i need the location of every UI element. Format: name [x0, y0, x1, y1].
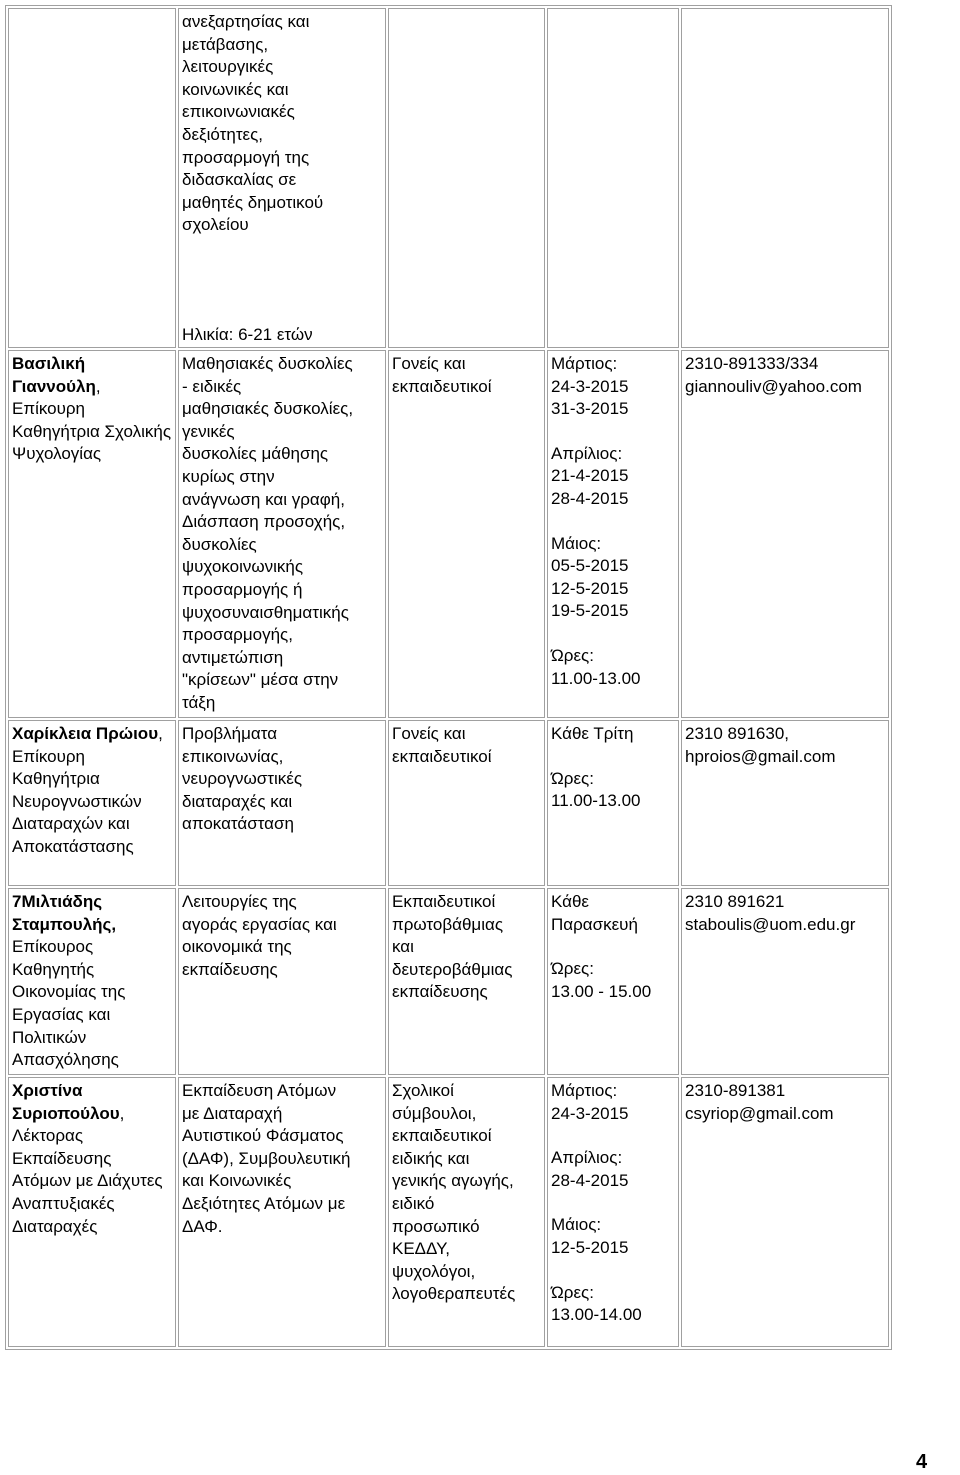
instructor-cell: 7Μιλτιάδης Σταμπουλής, Επίκουρος Καθηγητής Οικονομίας της Εργασίας και Πολιτικών Απασχόλησης [8, 888, 176, 1075]
table-row [8, 1077, 889, 1347]
schedule-cell [547, 350, 679, 718]
schedule-label: Ώρες: [551, 959, 594, 979]
contact-cell: 2310-891333/334 giannouliv@yahoo.com [681, 350, 889, 718]
schedule-dates: 05-5-2015 12-5-2015 19-5-2015 [551, 556, 629, 621]
contact-cell: 2310 891621 staboulis@uom.edu.gr [681, 888, 889, 1075]
schedule-label: Ώρες: [551, 1282, 594, 1302]
schedule-cell [547, 888, 679, 1075]
schedule-label: Απρίλιος: [551, 443, 623, 463]
seminar-schedule-table [5, 5, 892, 1350]
schedule-label: Μάιος: [551, 1215, 602, 1235]
schedule-dates: 13.00 - 15.00 [551, 981, 652, 1001]
contact-cell: 2310 891630, hproios@gmail.com [681, 720, 889, 886]
instructor-title: Επίκουρη Καθηγήτρια Σχολικής Ψυχολογίας [12, 399, 172, 464]
instructor-name: Χαρίκλεια Πρώιου [12, 724, 159, 743]
schedule-label: Απρίλιος: [551, 1148, 623, 1168]
schedule-cell [547, 1077, 679, 1347]
schedule-label: Μάρτιος: [551, 354, 618, 373]
audience-cell: Γονείς και εκπαιδευτικοί [388, 350, 545, 718]
instructor-cell: Βασιλική Γιαννούλη, Επίκουρη Καθηγήτρια Σχολικής Ψυχολογίας [8, 350, 176, 718]
schedule-dates: 11.00-13.00 [551, 791, 641, 811]
schedule-dates: 24-3-2015 [551, 1103, 629, 1123]
topic-cell: Μαθησιακές δυσκολίες - ειδικές μαθησιακές δυσκολίες, γενικές δυσκολίες μάθησης κυρίως στην ανάγνωση και γραφή, Διάσπαση προσοχής, δυσκολίες ψυχοκοινωνικής προσαρμογής ή ψυχοσυναισθηματικής προσαρμογής, αντιμετώπιση "κρίσεων" μέσα στην τάξη [178, 350, 386, 718]
schedule-label: Ώρες: [551, 768, 594, 788]
age-range: Ηλικία: 6-21 ετών [182, 325, 313, 345]
topic-description: ανεξαρτησίας και μετάβασης, λειτουργικές κοινωνικές και επικοινωνιακές δεξιότητες, προσαρμογή της διδασκαλίας σε μαθητές δημοτικού σχολείου [182, 12, 324, 235]
instructor-title: Επίκουρος Καθηγητής Οικονομίας της Εργασίας και Πολιτικών Απασχόλησης [12, 937, 126, 1070]
audience-cell: Εκπαιδευτικοί πρωτοβάθμιας και δευτεροβάθμιας εκπαίδευσης [388, 888, 545, 1075]
instructor-cell: Χριστίνα Συριοπούλου, Λέκτορας Εκπαίδευσης Ατόμων με Διάχυτες Αναπτυξιακές Διαταραχές [8, 1077, 176, 1347]
contact-cell: 2310-891381 csyriop@gmail.com [681, 1077, 889, 1347]
schedule-label: Μάιος: [551, 533, 602, 553]
empty-cell [547, 8, 679, 348]
schedule-dates: 21-4-2015 28-4-2015 [551, 466, 629, 508]
schedule-label: Μάρτιος: [551, 1081, 618, 1100]
table-row [8, 720, 889, 886]
schedule-label: Κάθε Παρασκευή [551, 892, 638, 934]
empty-cell [388, 8, 545, 348]
page-number: 4 [916, 1451, 928, 1473]
schedule-dates: 13.00-14.00 [551, 1305, 642, 1325]
schedule-label: Κάθε Τρίτη [551, 724, 634, 743]
topic-cell: Προβλήματα επικοινωνίας, νευρογνωστικές διαταραχές και αποκατάσταση [178, 720, 386, 886]
audience-cell: Γονείς και εκπαιδευτικοί [388, 720, 545, 886]
instructor-name: 7Μιλτιάδης Σταμπουλής [12, 892, 112, 934]
instructor-title: Επίκουρη Καθηγήτρια Νευρογνωστικών Διαταραχών και Αποκατάστασης [12, 746, 142, 856]
schedule-dates: 28-4-2015 [551, 1170, 629, 1190]
instructor-name: Χριστίνα Συριοπούλου [12, 1081, 120, 1123]
table-row [8, 888, 889, 1075]
table-row [8, 350, 889, 718]
topic-cell: Λειτουργίες της αγοράς εργασίας και οικονομικά της εκπαίδευσης [178, 888, 386, 1075]
topic-cell [178, 8, 386, 348]
instructor-name: Βασιλική Γιαννούλη [12, 354, 96, 396]
instructor-cell: Χαρίκλεια Πρώιου, Επίκουρη Καθηγήτρια Νευρογνωστικών Διαταραχών και Αποκατάστασης [8, 720, 176, 886]
topic-cell: Εκπαίδευση Ατόμων με Διαταραχή Αυτιστικού Φάσματος (ΔΑΦ), Συμβουλευτική και Κοινωνικές Δεξιότητες Ατόμων με ΔΑΦ. [178, 1077, 386, 1347]
instructor-title: Λέκτορας Εκπαίδευσης Ατόμων με Διάχυτες Αναπτυξιακές Διαταραχές [12, 1126, 163, 1236]
schedule-dates: 11.00-13.00 [551, 668, 641, 688]
schedule-dates: 24-3-2015 31-3-2015 [551, 376, 629, 419]
empty-cell [8, 8, 176, 348]
schedule-dates: 12-5-2015 [551, 1237, 629, 1257]
audience-cell: Σχολικοί σύμβουλοι, εκπαιδευτικοί ειδικής και γενικής αγωγής, ειδικό προσωπικό ΚΕΔΔΥ, ψυχολόγοι, λογοθεραπευτές [388, 1077, 545, 1347]
table-row [8, 8, 889, 348]
schedule-label: Ώρες: [551, 645, 594, 665]
schedule-cell [547, 720, 679, 886]
empty-cell [681, 8, 889, 348]
